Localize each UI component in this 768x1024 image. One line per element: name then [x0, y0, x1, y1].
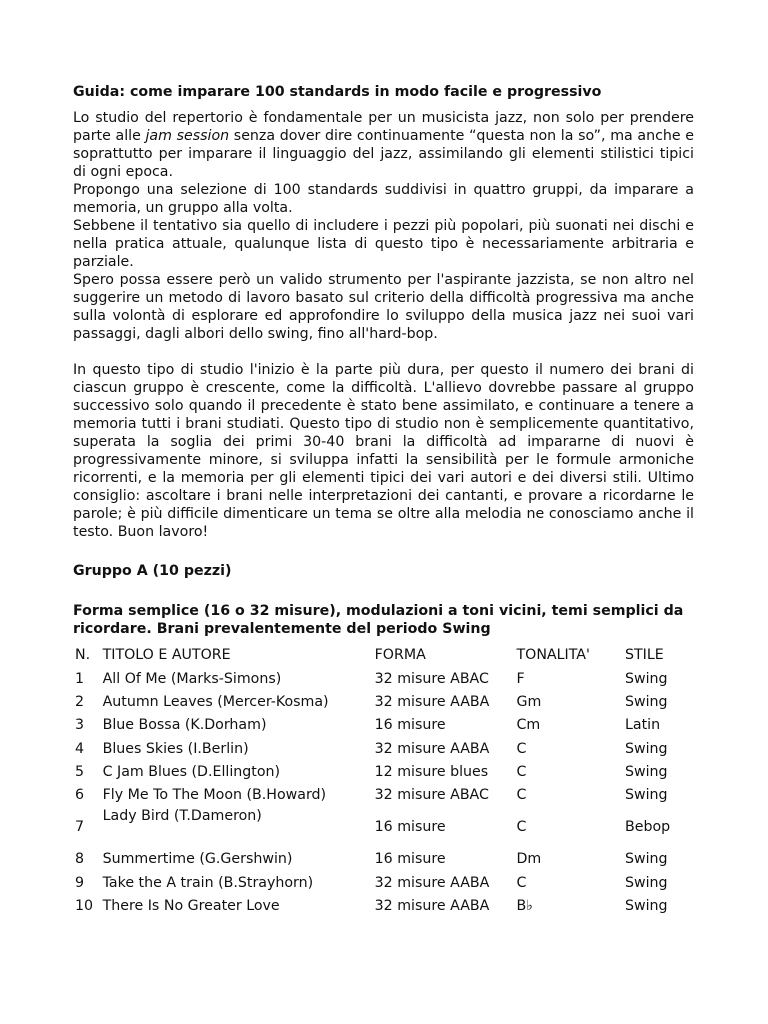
intro-paragraph-1	[73, 109, 694, 181]
row-number: 2	[75, 693, 85, 710]
table-header-row	[75, 643, 694, 667]
header-number: N.	[75, 647, 91, 663]
row-number: 6	[75, 787, 85, 804]
row-title: All Of Me (Marks-Simons)	[102, 670, 282, 687]
row-number: 7	[75, 819, 85, 836]
row-key: C	[516, 874, 527, 891]
table-row	[75, 760, 694, 783]
row-title: Autumn Leaves (Mercer-Kosma)	[102, 693, 329, 710]
intro-paragraph-3: Sebbene il tentativo sia quello di includere i pezzi più popolari, più suonati nei dischi e nella pratica attuale, qualunque lista di questo tipo è necessariamente arbitraria e parziale.	[73, 218, 694, 270]
row-form: 16 misure	[374, 851, 446, 868]
standards-table	[75, 643, 694, 918]
intro-p1-italic: jam session	[145, 128, 230, 144]
group-a-title: Gruppo A (10 pezzi)	[73, 563, 232, 579]
header-style: STILE	[624, 647, 664, 663]
row-key: F	[516, 670, 525, 687]
row-form: 32 misure AABA	[374, 740, 490, 757]
document-title: Guida: come imparare 100 standards in modo facile e progressivo	[73, 84, 602, 100]
intro-paragraph-4: Spero possa essere però un valido strumento per l'aspirante jazzista, se non altro nel suggerire un metodo di lavoro basato sul criterio della difficoltà progressiva ma anche sulla volontà di esplorare ed approfondire lo sviluppo della musica jazz nei suoi vari passaggi, dagli albori dello swing, fino all'hard-bop.	[73, 272, 694, 342]
row-title: There Is No Greater Love	[102, 898, 280, 915]
intro-paragraph-5: In questo tipo di studio l'inizio è la parte più dura, per questo il numero dei brani di ciascun gruppo è crescente, come la difficoltà. L'allievo dovrebbe passare al gruppo successivo solo quando il precedente è stato bene assimilato, e continuare a tenere a memoria tutti i brani studiati. Questo tipo di studio non è semplicemente quantitativo, superata la soglia dei primi 30-40 brani la difficoltà ad impararne di nuovi è progressivamente minore, si sviluppa infatti la sensibilità per le formule armoniche ricorrenti, e la memoria per gli elementi tipici dei vari autori e dei diversi stili. Ultimo consiglio: ascoltare i brani nelle interpretazioni dei cantanti, e provare a ricordarne le parole; è più difficile dimenticare un tema se oltre alla melodia ne conosciamo anche il testo. Buon lavoro!	[73, 362, 694, 540]
intro-p1-start: Lo studio del repertorio è fondamentale per un musicista jazz, non solo per prendere parte alle	[73, 110, 694, 144]
row-key: Gm	[516, 693, 542, 710]
table-row	[75, 783, 694, 806]
header-title: TITOLO E AUTORE	[102, 647, 231, 663]
row-key: Dm	[516, 851, 542, 868]
row-key: C	[516, 740, 527, 757]
row-form: 12 misure blues	[374, 763, 489, 780]
row-form: 32 misure AABA	[374, 874, 490, 891]
table-row	[75, 807, 694, 848]
row-style: Swing	[624, 787, 668, 804]
table-row	[75, 871, 694, 894]
row-style: Swing	[624, 874, 668, 891]
header-form: FORMA	[374, 647, 426, 663]
row-number: 1	[75, 670, 85, 687]
table-row	[75, 848, 694, 871]
row-title: Blue Bossa (K.Dorham)	[102, 717, 267, 734]
row-title: Fly Me To The Moon (B.Howard)	[102, 787, 327, 804]
header-key: TONALITA'	[516, 647, 590, 663]
intro-paragraph-2: Propongo una selezione di 100 standards suddivisi in quattro gruppi, da imparare a memoria, un gruppo alla volta.	[73, 182, 694, 216]
row-form: 32 misure ABAC	[374, 787, 489, 804]
table-row	[75, 737, 694, 760]
row-form: 32 misure AABA	[374, 693, 490, 710]
row-title: Blues Skies (I.Berlin)	[102, 740, 249, 757]
row-style: Latin	[624, 717, 661, 734]
document-page	[73, 82, 694, 918]
row-style: Swing	[624, 763, 668, 780]
row-style: Swing	[624, 693, 668, 710]
row-number: 10	[75, 898, 94, 915]
row-form: 32 misure AABA	[374, 898, 490, 915]
row-title: Take the A train (B.Strayhorn)	[102, 874, 314, 891]
row-key: C	[516, 763, 527, 780]
row-number: 4	[75, 740, 85, 757]
row-key: C	[516, 819, 527, 836]
row-number: 5	[75, 763, 85, 780]
row-number: 3	[75, 717, 85, 734]
row-form: 16 misure	[374, 819, 446, 836]
row-form: 16 misure	[374, 717, 446, 734]
row-number: 8	[75, 851, 85, 868]
row-title: Lady Bird (T.Dameron)	[102, 807, 262, 824]
row-style: Swing	[624, 898, 668, 915]
row-style: Swing	[624, 851, 668, 868]
paragraph-spacer	[73, 343, 694, 361]
group-a-description: Forma semplice (16 o 32 misure), modulazioni a toni vicini, temi semplici da ricordare. Brani prevalentemente del periodo Swing	[73, 603, 684, 637]
table-row	[75, 894, 694, 917]
table-row	[75, 667, 694, 690]
row-title: C Jam Blues (D.Ellington)	[102, 763, 281, 780]
row-style: Bebop	[624, 819, 671, 836]
row-style: Swing	[624, 740, 668, 757]
row-number: 9	[75, 874, 85, 891]
row-key: Cm	[516, 717, 541, 734]
table-row	[75, 714, 694, 737]
intro-p1-end: senza dover dire continuamente “questa non la so”, ma anche e soprattutto per imparare il linguaggio del jazz, assimilando gli elementi stilistici tipici di ogni epoca.	[73, 128, 695, 180]
row-key: C	[516, 787, 527, 804]
row-key: B♭	[516, 898, 533, 915]
row-form: 32 misure ABAC	[374, 670, 489, 687]
row-style: Swing	[624, 670, 668, 687]
row-title: Summertime (G.Gershwin)	[102, 851, 293, 868]
table-row	[75, 690, 694, 713]
